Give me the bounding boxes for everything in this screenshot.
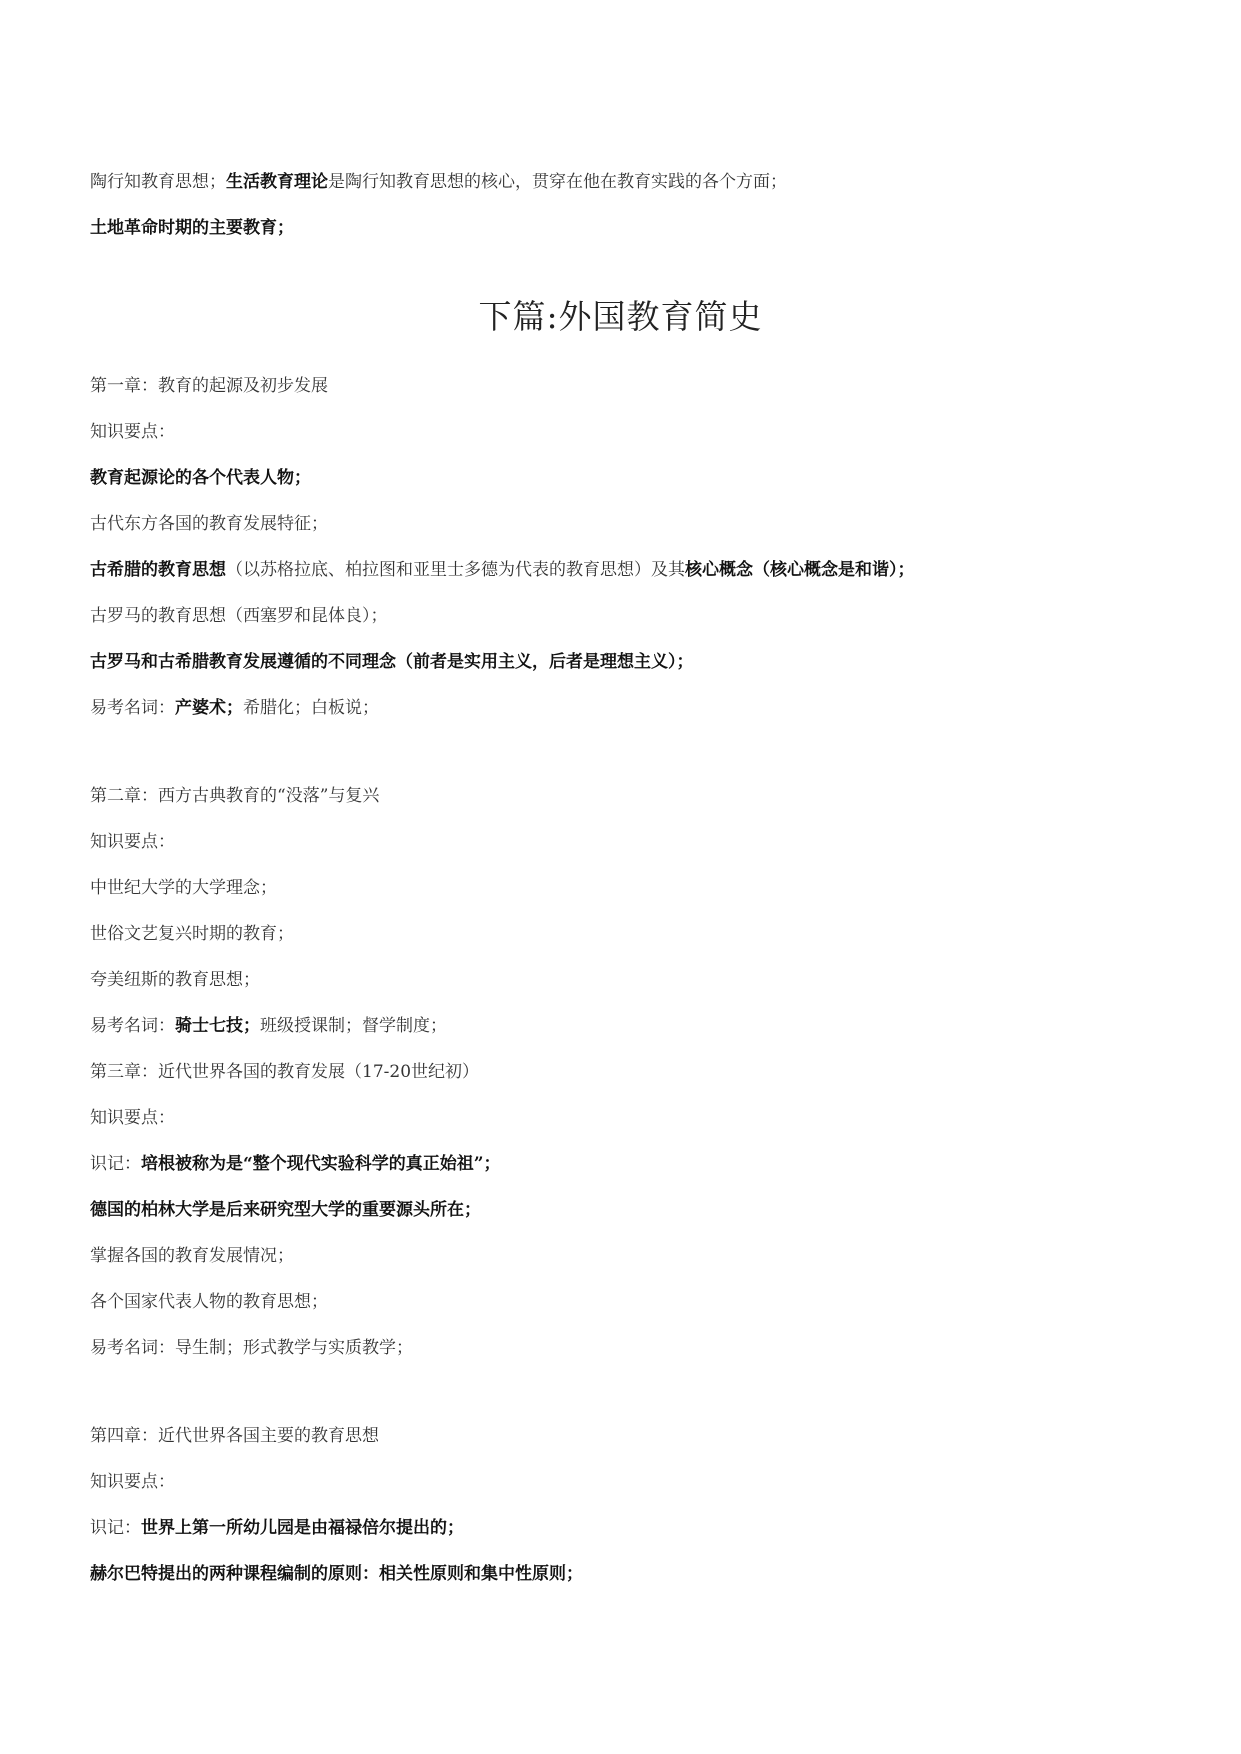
points-label: 知识要点： <box>90 422 175 442</box>
bold-term: 骑士七技； <box>175 1016 260 1036</box>
bold-term: 培根被称为是“整个现代实验科学的真正始祖”； <box>141 1154 501 1174</box>
text-segment: 希腊化；白板说； <box>243 698 379 718</box>
text-segment: 班级授课制；督学制度； <box>260 1016 447 1036</box>
points-label: 知识要点： <box>90 1108 175 1128</box>
knowledge-point: 古代东方各国的教育发展特征； <box>90 514 328 534</box>
text-segment: 是陶行知教育思想的核心，贯穿在他在教育实践的各个方面； <box>328 172 787 192</box>
text-segment: 易考名词： <box>90 1016 175 1036</box>
knowledge-point: 教育起源论的各个代表人物； <box>90 468 311 488</box>
bold-term: 世界上第一所幼儿园是由福禄倍尔提出的； <box>141 1518 464 1538</box>
bold-term: 产婆术； <box>175 698 243 718</box>
chapter-title: 第二章：西方古典教育的“没落”与复兴 <box>90 786 380 806</box>
knowledge-point <box>90 558 915 582</box>
knowledge-point: 夸美纽斯的教育思想； <box>90 970 260 990</box>
text-segment: 识记： <box>90 1154 141 1174</box>
exam-terms <box>90 696 379 720</box>
chapter-title: 第四章：近代世界各国主要的教育思想 <box>90 1426 379 1446</box>
knowledge-point <box>90 1152 501 1176</box>
chapter-title: 第一章：教育的起源及初步发展 <box>90 376 328 396</box>
bold-term: 核心概念（核心概念是和谐）； <box>685 560 915 580</box>
knowledge-point: 中世纪大学的大学理念； <box>90 878 277 898</box>
knowledge-point: 德国的柏林大学是后来研究型大学的重要源头所在； <box>90 1200 481 1220</box>
exam-terms: 易考名词：导生制；形式教学与实质教学； <box>90 1338 413 1358</box>
text-line <box>90 170 787 194</box>
knowledge-point: 古罗马的教育思想（西塞罗和昆体良）； <box>90 606 388 626</box>
points-label: 知识要点： <box>90 832 175 852</box>
part-title: 下篇:外国教育简史 <box>478 297 763 336</box>
knowledge-point <box>90 1516 464 1540</box>
text-segment: （以苏格拉底、柏拉图和亚里士多德为代表的教育思想）及其 <box>226 560 685 580</box>
knowledge-point: 掌握各国的教育发展情况； <box>90 1246 294 1266</box>
exam-terms <box>90 1014 447 1038</box>
knowledge-point: 赫尔巴特提出的两种课程编制的原则：相关性原则和集中性原则； <box>90 1564 583 1584</box>
knowledge-point: 世俗文艺复兴时期的教育； <box>90 924 294 944</box>
chapter-title: 第三章：近代世界各国的教育发展（17-20世纪初） <box>90 1062 480 1082</box>
text-segment: 易考名词： <box>90 698 175 718</box>
points-label: 知识要点： <box>90 1472 175 1492</box>
text-segment: 陶行知教育思想； <box>90 172 226 192</box>
knowledge-point: 古罗马和古希腊教育发展遵循的不同理念（前者是实用主义，后者是理想主义）； <box>90 652 694 672</box>
bold-line: 土地革命时期的主要教育； <box>90 218 294 238</box>
knowledge-point: 各个国家代表人物的教育思想； <box>90 1292 328 1312</box>
text-segment: 识记： <box>90 1518 141 1538</box>
bold-term: 古希腊的教育思想 <box>90 560 226 580</box>
bold-term: 生活教育理论 <box>226 172 328 192</box>
